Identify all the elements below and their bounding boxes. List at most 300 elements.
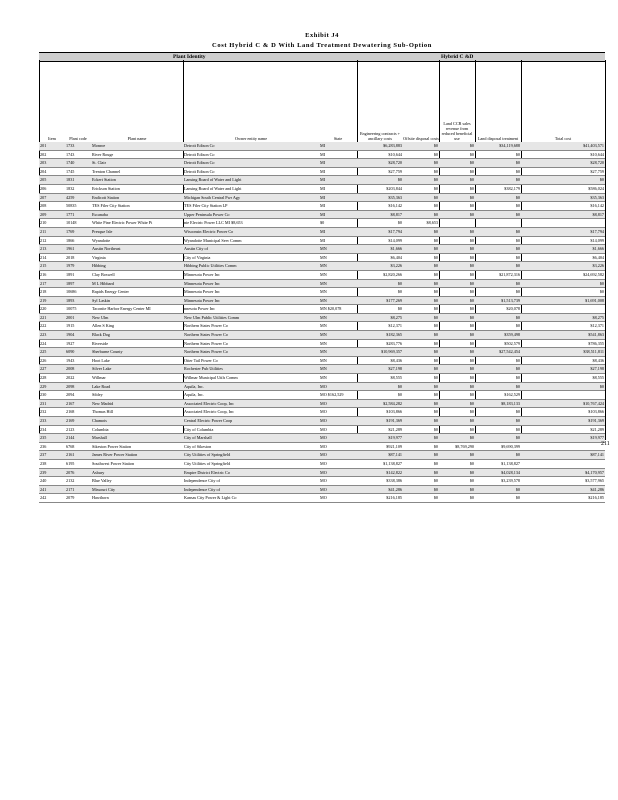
table-cell: $0	[475, 176, 521, 185]
table-cell: Detroit Edison Co	[183, 167, 319, 176]
table-cell: $0	[403, 142, 439, 150]
table-cell: Presque Isle	[91, 227, 183, 236]
table-row	[39, 322, 605, 331]
table-cell: MO	[319, 417, 357, 426]
table-cell: Wyandotte Municipal Serv Comm	[183, 236, 319, 245]
table-cell: MN $20,078	[319, 305, 357, 314]
table-cell: $10,767,424	[521, 399, 605, 408]
table-cell: MN	[319, 365, 357, 374]
table-cell: $0	[475, 210, 521, 219]
table-row	[39, 142, 605, 150]
table-cell: $87,141	[357, 451, 403, 460]
table-cell: $0	[439, 253, 475, 262]
table-cell: $0	[475, 494, 521, 503]
table-row	[39, 150, 605, 159]
table-cell: MN	[319, 270, 357, 279]
table-row	[39, 184, 605, 193]
table-cell: $0	[403, 468, 439, 477]
table-cell: $0	[403, 227, 439, 236]
table-cell: MN	[319, 322, 357, 331]
table-cell: MO	[319, 477, 357, 486]
table-row	[39, 210, 605, 219]
table-cell: MO	[319, 468, 357, 477]
table-cell: MN	[319, 348, 357, 357]
table-cell: 201	[39, 142, 65, 150]
table-cell: MI	[319, 193, 357, 202]
table-row	[39, 227, 605, 236]
table-cell: 224	[39, 339, 65, 348]
table-cell: $0	[403, 442, 439, 451]
table-cell: 2168	[65, 408, 91, 417]
table-cell: $502,579	[475, 339, 521, 348]
col-total: Total cost	[554, 136, 572, 141]
table-cell: $0	[475, 167, 521, 176]
table-cell	[521, 391, 605, 400]
table-cell: $0	[475, 434, 521, 443]
table-cell: MN	[319, 339, 357, 348]
table-cell: $16,142	[521, 202, 605, 211]
table-cell: $0	[439, 434, 475, 443]
table-cell: 2008	[65, 365, 91, 374]
table-cell: $0	[439, 142, 475, 150]
table-cell: 238	[39, 459, 65, 468]
table-cell	[521, 305, 605, 314]
table-cell: MI	[319, 150, 357, 159]
table-cell: $21,872,316	[475, 270, 521, 279]
table-cell: 2022	[65, 374, 91, 383]
table-cell: $0	[403, 348, 439, 357]
table-cell: Independence City of	[183, 485, 319, 494]
table-cell: $0	[403, 270, 439, 279]
table-cell: 1745	[65, 167, 91, 176]
table-cell: Asbury	[91, 468, 183, 477]
table-cell: Empire District Electric Co	[183, 468, 319, 477]
col-state: State	[333, 136, 343, 141]
table-cell: 229	[39, 382, 65, 391]
table-cell: $0	[521, 176, 605, 185]
table-cell: $0	[439, 425, 475, 434]
table-cell: Northern States Power Co	[183, 339, 319, 348]
table-cell: 231	[39, 399, 65, 408]
table-row	[39, 382, 605, 391]
col-engineering: Engineering contracts + ancillary costs	[359, 131, 401, 141]
table-cell: $0	[439, 313, 475, 322]
table-cell: Sherburne County	[91, 348, 183, 357]
table-cell: $21,289	[521, 425, 605, 434]
table-row	[39, 236, 605, 245]
table-cell: 1740	[65, 159, 91, 168]
table-cell: $921,109	[357, 442, 403, 451]
exhibit-sheet	[39, 30, 605, 501]
table-cell: $0	[439, 236, 475, 245]
table-cell: 4259	[65, 193, 91, 202]
table-cell: $38,511,811	[521, 348, 605, 357]
table-cell: $0	[439, 227, 475, 236]
table-cell: $1,138,827	[357, 459, 403, 468]
table-cell: $27,198	[521, 365, 605, 374]
table-cell: Sikeston Power Station	[91, 442, 183, 451]
table-cell: 210	[39, 219, 65, 228]
table-cell: $8,769,290	[439, 442, 475, 451]
table-cell: $4,170,957	[521, 468, 605, 477]
table-cell: $0	[403, 184, 439, 193]
table-row	[39, 288, 605, 297]
table-cell: $20,078	[475, 305, 521, 314]
table-cell: Hibbing	[91, 262, 183, 271]
table-cell: MO	[319, 399, 357, 408]
col-plant-code: Plant code	[69, 136, 87, 141]
table-cell: TES Filer City Station LP	[183, 202, 319, 211]
table-cell: $2,820,266	[357, 270, 403, 279]
table-cell: $8,653	[403, 219, 439, 228]
table-cell: $0	[403, 236, 439, 245]
table-cell: $0	[475, 417, 521, 426]
table-cell: $28,720	[357, 159, 403, 168]
table-cell: Associated Electric Coop, Inc	[183, 408, 319, 417]
table-cell: $0	[403, 417, 439, 426]
table-row	[39, 374, 605, 383]
table-cell: $0	[475, 451, 521, 460]
table-cell: 211	[39, 227, 65, 236]
table-cell: City of Virginia	[183, 253, 319, 262]
table-row	[39, 442, 605, 451]
table-cell: Detroit Edison Co	[183, 142, 319, 150]
table-cell	[475, 219, 521, 228]
table-cell: $0	[475, 159, 521, 168]
table-cell: $8,436	[357, 356, 403, 365]
table-cell: 50835	[65, 202, 91, 211]
table-title: Cost Hybrid C & D With Land Treatment Dewatering Sub-Option	[212, 42, 432, 49]
table-row	[39, 245, 605, 254]
table-cell: $216,185	[357, 494, 403, 503]
table-cell: $0	[475, 425, 521, 434]
table-cell: $35,363	[357, 193, 403, 202]
table-cell: $0	[357, 279, 403, 288]
table-row	[39, 459, 605, 468]
table-cell: $0	[439, 451, 475, 460]
table-cell: MO	[319, 451, 357, 460]
table-cell: 2123	[65, 425, 91, 434]
table-cell: Austin Northeast	[91, 245, 183, 254]
table-cell: $1,138,827	[475, 459, 521, 468]
table-cell: 1915	[65, 322, 91, 331]
table-row	[39, 219, 605, 228]
table-cell: $27,759	[357, 167, 403, 176]
table-cell: 2018	[65, 253, 91, 262]
table-cell: 2144	[65, 434, 91, 443]
table-cell: 2167	[65, 399, 91, 408]
table-cell: $0	[439, 202, 475, 211]
table-cell: Taconite Harbor Energy Center MI	[91, 305, 183, 314]
table-cell: 236	[39, 442, 65, 451]
table-cell: $0	[475, 150, 521, 159]
table-cell: $10,644	[521, 150, 605, 159]
table-cell: Otter Tail Power Co	[183, 356, 319, 365]
table-cell: $0	[475, 374, 521, 383]
table-cell: $0	[357, 391, 403, 400]
table-cell: $24,692,582	[521, 270, 605, 279]
table-cell: Hoot Lake	[91, 356, 183, 365]
table-row	[39, 339, 605, 348]
table-cell: $0	[403, 159, 439, 168]
table-row	[39, 262, 605, 271]
table-cell: 237	[39, 451, 65, 460]
table-cell	[521, 442, 605, 451]
table-cell: $87,141	[521, 451, 605, 460]
table-cell: $0	[403, 425, 439, 434]
table-cell: Chamois	[91, 417, 183, 426]
table-cell: City of Marshall	[183, 434, 319, 443]
table-cell: Aquila, Inc.	[183, 382, 319, 391]
table-cell: Trenton Channel	[91, 167, 183, 176]
table-cell: $3,577,965	[521, 477, 605, 486]
table-cell	[439, 219, 475, 228]
table-cell: $12,371	[357, 322, 403, 331]
band-hybrid-cd: Hybrid C &D	[441, 54, 474, 60]
table-cell: $0	[439, 262, 475, 271]
table-row	[39, 270, 605, 279]
table-cell: City of Columbia	[183, 425, 319, 434]
table-cell: 213	[39, 245, 65, 254]
table-cell: $0	[403, 408, 439, 417]
table-cell: MO	[319, 494, 357, 503]
table-cell: $0	[403, 150, 439, 159]
table-cell: 239	[39, 468, 65, 477]
table-cell: 235	[39, 434, 65, 443]
table-cell: MI	[319, 176, 357, 185]
table-cell: 204	[39, 167, 65, 176]
col-offsite: Offsite disposal costs	[403, 136, 439, 141]
table-cell: Hibbing Public Utilities Comm	[183, 262, 319, 271]
table-cell: MI	[319, 210, 357, 219]
table-cell: MN	[319, 374, 357, 383]
table-cell: $182,365	[357, 331, 403, 340]
table-cell: nnesota Power Inc	[183, 305, 319, 314]
table-cell: Austin City of	[183, 245, 319, 254]
table-cell: $0	[403, 374, 439, 383]
table-cell: 1831	[65, 176, 91, 185]
table-cell: $0	[475, 313, 521, 322]
table-cell: Erickson Station	[91, 184, 183, 193]
col-item: Item	[48, 136, 56, 141]
table-cell: Minnesota Power Inc	[183, 288, 319, 297]
table-cell: $0	[403, 253, 439, 262]
table-row	[39, 425, 605, 434]
table-row	[39, 331, 605, 340]
table-cell: $2,584,282	[357, 399, 403, 408]
table-cell: 1866	[65, 236, 91, 245]
table-cell: $786,355	[521, 339, 605, 348]
table-cell: 1893	[65, 296, 91, 305]
table-cell: $0	[439, 193, 475, 202]
table-cell: $17,794	[521, 227, 605, 236]
table-cell: $0	[403, 485, 439, 494]
table-cell: $3,226	[357, 262, 403, 271]
table-cell: $103,866	[357, 408, 403, 417]
table-cell: nie Electric Power LLC MI $8,653	[183, 219, 319, 228]
table-cell	[521, 219, 605, 228]
table-row	[39, 167, 605, 176]
table-cell: $0	[403, 451, 439, 460]
table-cell: $0	[475, 356, 521, 365]
table-cell: $0	[439, 184, 475, 193]
table-cell: Independence City of	[183, 477, 319, 486]
table-cell: $0	[475, 193, 521, 202]
table-cell: $283,776	[357, 339, 403, 348]
table-cell: MI	[319, 159, 357, 168]
table-cell: $0	[439, 399, 475, 408]
table-cell: 1743	[65, 150, 91, 159]
table-cell: New Ulm	[91, 313, 183, 322]
table-cell: 219	[39, 296, 65, 305]
table-row	[39, 193, 605, 202]
table-cell: $0	[403, 322, 439, 331]
table-cell: $0	[475, 236, 521, 245]
band-plant-identity: Plant Identity	[173, 54, 206, 60]
table-cell: City of Sikeston	[183, 442, 319, 451]
table-cell: $14,099	[521, 236, 605, 245]
table-cell: Virginia	[91, 253, 183, 262]
table-cell: 2171	[65, 485, 91, 494]
table-cell: $586,024	[521, 184, 605, 193]
table-cell: 2094	[65, 391, 91, 400]
table-cell: $0	[439, 417, 475, 426]
table-cell: $0	[439, 159, 475, 168]
table-cell: Endicott Station	[91, 193, 183, 202]
table-cell: $41,403,571	[521, 142, 605, 150]
table-cell: $3,239,578	[475, 477, 521, 486]
table-cell: Rochester Pub Utilities	[183, 365, 319, 374]
table-row	[39, 468, 605, 477]
table-row	[39, 408, 605, 417]
table-cell: $0	[439, 365, 475, 374]
table-cell: $1,691,008	[521, 296, 605, 305]
table-cell: 241	[39, 485, 65, 494]
table-cell: Wyandotte	[91, 236, 183, 245]
table-cell: Kansas City Power & Light Co	[183, 494, 319, 503]
table-row	[39, 279, 605, 288]
table-cell: Syl Laskin	[91, 296, 183, 305]
table-cell: 1927	[65, 339, 91, 348]
table-cell: $0	[439, 382, 475, 391]
table-cell: $0	[475, 279, 521, 288]
table-cell: $0	[403, 391, 439, 400]
table-cell: $6,404	[521, 253, 605, 262]
table-cell: MI	[319, 202, 357, 211]
table-cell: 209	[39, 210, 65, 219]
table-cell: Rapids Energy Center	[91, 288, 183, 297]
table-cell: 205	[39, 176, 65, 185]
table-cell: $0	[475, 253, 521, 262]
table-cell: $0	[403, 305, 439, 314]
table-cell: Michigan South Central Pwr Agy	[183, 193, 319, 202]
table-cell: 10148	[65, 219, 91, 228]
table-cell: $191,369	[521, 417, 605, 426]
table-cell: Lansing Board of Water and Light	[183, 176, 319, 185]
table-cell: Allen S King	[91, 322, 183, 331]
table-cell: MO	[319, 485, 357, 494]
table-cell: $0	[357, 288, 403, 297]
table-cell: MN	[319, 245, 357, 254]
table-cell: $0	[319, 219, 357, 228]
table-cell: Willmar Municipal Utils Comm	[183, 374, 319, 383]
table-cell: $0	[475, 322, 521, 331]
table-cell: Silver Lake	[91, 365, 183, 374]
table-cell: $10,969,357	[357, 348, 403, 357]
table-cell: $35,363	[521, 193, 605, 202]
table-cell: $142,822	[357, 468, 403, 477]
table-cell: M L Hibbard	[91, 279, 183, 288]
table-row	[39, 305, 605, 314]
table-cell: 2169	[65, 417, 91, 426]
table-cell: $8,275	[357, 313, 403, 322]
table-cell: $0	[403, 477, 439, 486]
table-cell: 2161	[65, 451, 91, 460]
table-cell: Central Electric Power Coop	[183, 417, 319, 426]
table-cell: MN	[319, 279, 357, 288]
table-cell: $0	[439, 296, 475, 305]
table-cell: MO	[319, 442, 357, 451]
table-cell: 1979	[65, 262, 91, 271]
table-cell: MN	[319, 253, 357, 262]
table-cell: $0	[439, 167, 475, 176]
table-row	[39, 365, 605, 374]
table-cell: $6,283,883	[357, 142, 403, 150]
table-cell: MN	[319, 296, 357, 305]
table-cell: $0	[403, 399, 439, 408]
table-cell: $8,436	[521, 356, 605, 365]
table-cell: $0	[403, 434, 439, 443]
table-cell: 220	[39, 305, 65, 314]
table-cell: $162,529	[475, 391, 521, 400]
table-cell: Detroit Edison Co	[183, 159, 319, 168]
table-cell: Black Dog	[91, 331, 183, 340]
table-cell: $541,863	[521, 331, 605, 340]
table-cell: $0	[403, 279, 439, 288]
col-land-ccr: Land CCR sales revenue from reduced beneficial use	[441, 121, 473, 141]
table-cell: $338,386	[357, 477, 403, 486]
table-cell: $0	[403, 202, 439, 211]
table-cell: $8,555	[357, 374, 403, 383]
table-cell: $0	[439, 210, 475, 219]
table-cell: MI	[319, 227, 357, 236]
table-cell: $203,844	[357, 184, 403, 193]
table-cell: MI	[319, 184, 357, 193]
table-cell: Hawthorn	[91, 494, 183, 503]
table-cell: $0	[403, 288, 439, 297]
table-cell: $16,142	[357, 202, 403, 211]
table-cell: Escanaba	[91, 210, 183, 219]
table-cell: $0	[357, 219, 403, 228]
table-cell: $34,119,688	[475, 142, 521, 150]
table-cell: $0	[403, 262, 439, 271]
table-cell: 1904	[65, 331, 91, 340]
table-cell: $12,371	[521, 322, 605, 331]
table-cell: 2098	[65, 382, 91, 391]
table-body	[39, 142, 605, 502]
table-cell: City Utilities of Springfield	[183, 459, 319, 468]
table-cell: Northern States Power Co	[183, 322, 319, 331]
table-cell: $0	[439, 270, 475, 279]
table-cell: $0	[357, 382, 403, 391]
table-row	[39, 356, 605, 365]
table-cell: 202	[39, 150, 65, 159]
table-cell: $0	[403, 331, 439, 340]
table-cell: $382,179	[475, 184, 521, 193]
table-cell: 2001	[65, 313, 91, 322]
table-row	[39, 434, 605, 443]
table-cell: $0	[403, 176, 439, 185]
